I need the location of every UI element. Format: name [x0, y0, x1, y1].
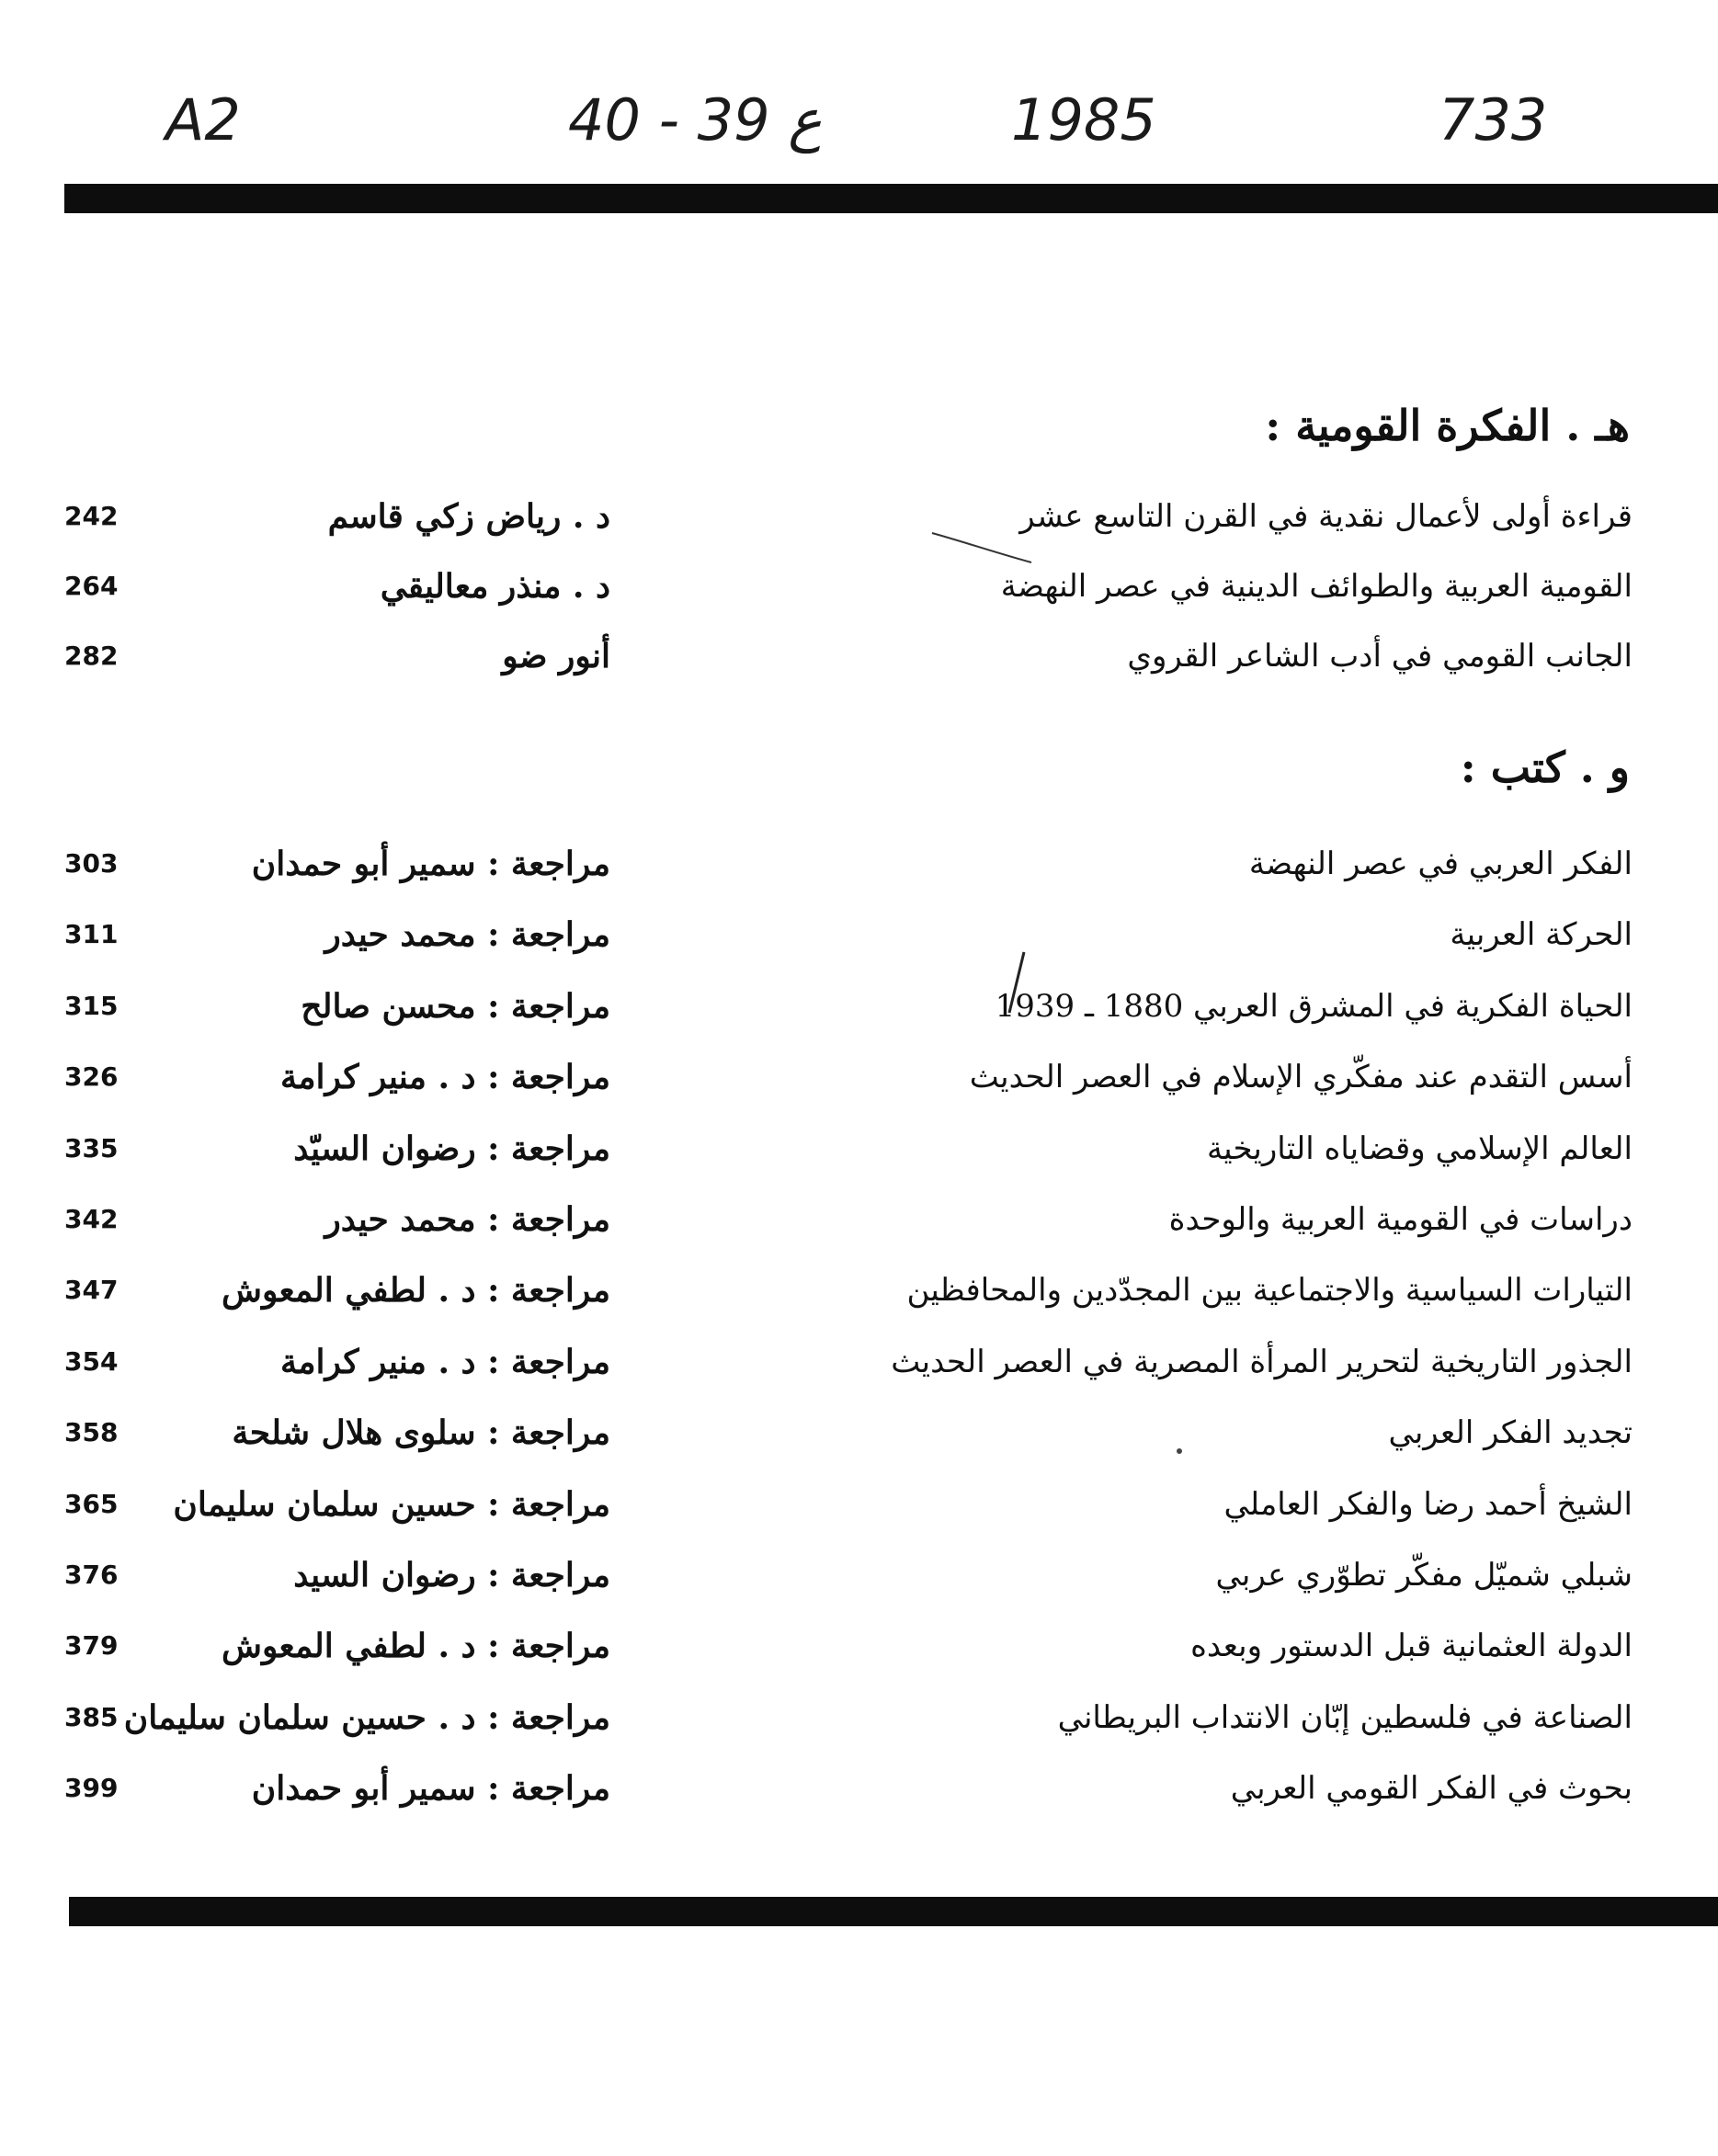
entry-author: مراجعة : رضوان السيّد — [293, 1129, 610, 1168]
entry-title: أسس التقدم عند مفكّري الإسلام في العصر الحديث — [969, 1059, 1633, 1096]
entry-author: مراجعة : د . حسين سلمان سليمان — [123, 1697, 610, 1737]
entry-page-number: 326 — [64, 1061, 119, 1093]
entry-page-number: 379 — [64, 1630, 119, 1662]
entry-page-number: 335 — [64, 1132, 119, 1163]
entry-author: مراجعة : سمير أبو حمدان — [251, 845, 610, 883]
toc-entry[interactable] — [0, 981, 1718, 1051]
entry-title: الدولة العثمانية قبل الدستور وبعده — [1190, 1628, 1633, 1665]
entry-page-number: 358 — [64, 1417, 119, 1448]
toc-entry[interactable] — [0, 561, 1718, 630]
entry-author: مراجعة : د . لطفي المعوش — [222, 1627, 610, 1666]
section-heading-national-idea: هـ . الفكرة القومية : — [1265, 401, 1630, 450]
toc-list-national-idea — [0, 491, 1718, 700]
toc-entry[interactable] — [0, 1692, 1718, 1763]
toc-entry[interactable] — [0, 491, 1718, 561]
entry-page-number: 376 — [64, 1559, 119, 1590]
toc-entry[interactable] — [0, 1407, 1718, 1478]
entry-page-number: 264 — [64, 571, 119, 601]
entry-author: مراجعة : محمد حيدر — [324, 915, 610, 955]
entry-author: مراجعة : سلوى هلال شلحة — [232, 1413, 610, 1453]
entry-title: الحياة الفكرية في المشرق العربي 1880 ـ 1939 — [995, 987, 1633, 1025]
entry-title: دراسات في القومية العربية والوحدة — [1168, 1200, 1633, 1238]
entry-page-number: 347 — [64, 1275, 119, 1306]
entry-title: تجديد الفكر العربي — [1388, 1414, 1633, 1452]
entry-author: مراجعة : محمد حيدر — [324, 1199, 610, 1239]
toc-entry[interactable] — [0, 1479, 1718, 1549]
entry-author: مراجعة : د . لطفي المعوش — [222, 1271, 610, 1311]
entry-page-number: 342 — [64, 1203, 119, 1234]
toc-entry[interactable] — [0, 1123, 1718, 1194]
entry-title: الصناعة في فلسطين إبّان الانتداب البريطاني — [1057, 1698, 1633, 1736]
entry-author: مراجعة : رضوان السيد — [293, 1555, 610, 1594]
entry-author: مراجعة : سمير أبو حمدان — [251, 1769, 610, 1809]
handwritten-mark: 733 — [1439, 86, 1548, 153]
toc-entry[interactable] — [0, 1763, 1718, 1833]
entry-page-number: 354 — [64, 1345, 119, 1377]
toc-entry[interactable] — [0, 1336, 1718, 1407]
entry-title: الفكر العربي في عصر النهضة — [1248, 845, 1633, 882]
toc-entry[interactable] — [0, 1549, 1718, 1620]
entry-title: قراءة أولى لأعمال نقدية في القرن التاسع عشر — [1019, 498, 1633, 535]
entry-title: بحوث في الفكر القومي العربي — [1230, 1770, 1633, 1808]
entry-author: أنور ضو — [502, 637, 610, 675]
entry-page-number: 399 — [64, 1773, 119, 1804]
entry-title: العالم الإسلامي وقضاياه التاريخية — [1206, 1129, 1633, 1167]
entry-author: د . رياض زكي قاسم — [327, 497, 610, 536]
toc-entry[interactable] — [0, 838, 1718, 909]
entry-title: الجانب القومي في أدب الشاعر القروي — [1127, 638, 1633, 675]
toc-entry[interactable] — [0, 630, 1718, 700]
toc-entry[interactable] — [0, 1620, 1718, 1691]
entry-author: مراجعة : محسن صالح — [301, 986, 610, 1026]
entry-title: الجذور التاريخية لتحرير المرأة المصرية في العصر الحديث — [891, 1343, 1633, 1380]
toc-entry[interactable] — [0, 909, 1718, 980]
handwritten-mark: 1985 — [1011, 86, 1156, 153]
entry-title: القومية العربية والطوائف الدينية في عصر النهضة — [1000, 568, 1633, 605]
entry-page-number: 315 — [64, 990, 119, 1021]
entry-page-number: 385 — [64, 1701, 119, 1732]
entry-page-number: 282 — [64, 641, 119, 671]
handwritten-mark: A2 — [165, 86, 241, 153]
entry-title: التيارات السياسية والاجتماعية بين المجدّدين والمحافظين — [906, 1272, 1633, 1310]
entry-author: مراجعة : د . منير كرامة — [279, 1058, 610, 1097]
entry-page-number: 242 — [64, 501, 119, 531]
entry-author: مراجعة : د . منير كرامة — [279, 1342, 610, 1381]
toc-entry[interactable] — [0, 1051, 1718, 1122]
entry-title: شبلي شميّل مفكّر تطوّري عربي — [1215, 1556, 1633, 1594]
entry-author: مراجعة : حسين سلمان سليمان — [173, 1484, 610, 1524]
entry-title: الشيخ أحمد رضا والفكر العاملي — [1223, 1485, 1633, 1523]
toc-entry[interactable] — [0, 1265, 1718, 1335]
section-heading-books: و . كتب : — [1460, 743, 1630, 792]
toc-entry[interactable] — [0, 1194, 1718, 1265]
entry-page-number: 311 — [64, 919, 119, 950]
handwritten-mark: 40 - 39 ع — [568, 86, 823, 153]
entry-title: الحركة العربية — [1450, 916, 1633, 954]
bottom-rule — [69, 1897, 1718, 1926]
entry-page-number: 365 — [64, 1488, 119, 1519]
toc-list-books — [0, 838, 1718, 1833]
entry-author: د . منذر معاليقي — [380, 567, 610, 606]
top-rule — [64, 184, 1718, 213]
entry-page-number: 303 — [64, 848, 119, 879]
